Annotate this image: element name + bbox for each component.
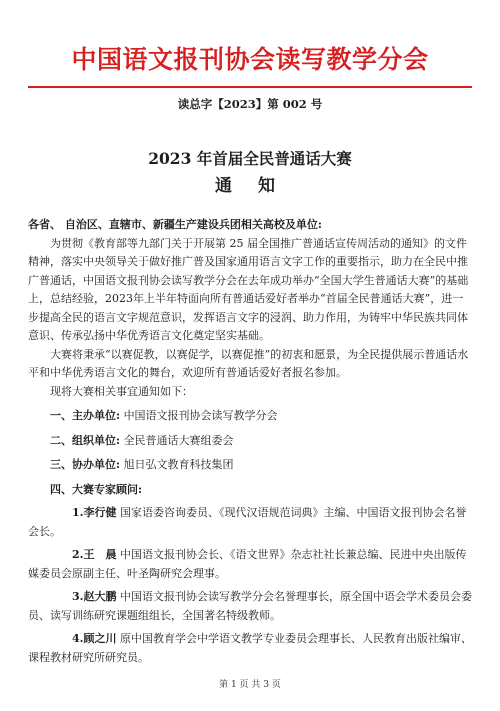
red-divider-line [28,86,472,88]
document-subtitle: 通 知 [215,176,285,196]
experts-heading: 四、大赛专家顾问: [50,482,143,496]
expert-desc: 原中国教育学会中学语文教学专业委员会理事长、人民教育出版社编审、课程教材研究所研究员。 [28,632,472,664]
unit-organizer [28,432,472,451]
expert-item [28,588,472,625]
expert-desc: 国家语委咨询委员、《现代汉语规范词典》主编、中国语文报刊协会名誉会长。 [28,506,467,538]
expert-name: 4.顾之川 [72,632,117,645]
expert-desc: 中国语文报刊协会长、《语文世界》杂志社社长兼总编、民进中央出版传媒委员会原副主任、叶圣陶研究会理事。 [28,548,467,580]
expert-name: 2.王 晨 [72,548,117,561]
expert-item [28,630,472,667]
unit-organizer-value: 全民普通话大赛组委会 [123,433,234,447]
paragraph-vision: 大赛将秉承“以赛促教，以赛促学，以赛促推”的初衷和愿景，为全民提供展示普通话水平和中华优秀语言文化的舞台，欢迎所有普通话爱好者报名参加。 [28,347,469,379]
document-body [28,216,472,667]
expert-item [28,504,472,541]
document-title: 2023 年首届全民普通话大赛 [148,149,352,168]
expert-name: 1.李行健 [72,506,117,519]
unit-host-value: 中国语文报刊协会读写教学分会 [123,409,278,422]
organization-header: 中国语文报刊协会读写教学分会 [71,45,429,74]
expert-item [28,546,472,583]
addressee: 各省、 自治区、直辖市、新疆生产建设兵团相关高校及单位: [28,218,322,231]
unit-host [28,407,472,426]
paragraph-notice: 现将大赛相关事宜通知如下： [50,384,193,398]
expert-desc: 中国语文报刊协会读写教学分会名誉理事长，原全国中语会学术委员会委员、读写训练研究课题组组长，全国著名特级教师。 [28,590,472,622]
unit-cohost-value: 旭日弘文教育科技集团 [123,458,234,471]
document-number: 读总字【2023】第 002 号 [177,97,323,111]
page-footer: 第 1 页 共 3 页 [219,680,281,690]
unit-organizer-label: 二、组织单位: [50,433,121,447]
unit-host-label: 一、主办单位: [50,409,121,422]
unit-cohost [28,456,472,475]
expert-name: 3.赵大鹏 [72,590,117,603]
unit-cohost-label: 三、协办单位: [50,458,121,471]
paragraph-intro: 为贯彻《教育部等九部门关于开展第 25 届全国推广普通话宣传周活动的通知》的文件精神，落实中央领导关于做好推广普及国家通用语言文字工作的重要指示，助力在全民中推广普通话，中国语文报刊协会读写教学分会在去年成功举办“全国大学生普通话大赛”的基础上，总结经验，2023年上半年特面向所有普通话爱好者举办“首届全民普通话大赛”，进一步提高全民的语言文字规范意识，发挥语言文字的浸润、助力作用，为铸牢中华民族共同体意识、传承弘扬中华优秀语言文化奠定坚实基础。 [28,236,469,342]
